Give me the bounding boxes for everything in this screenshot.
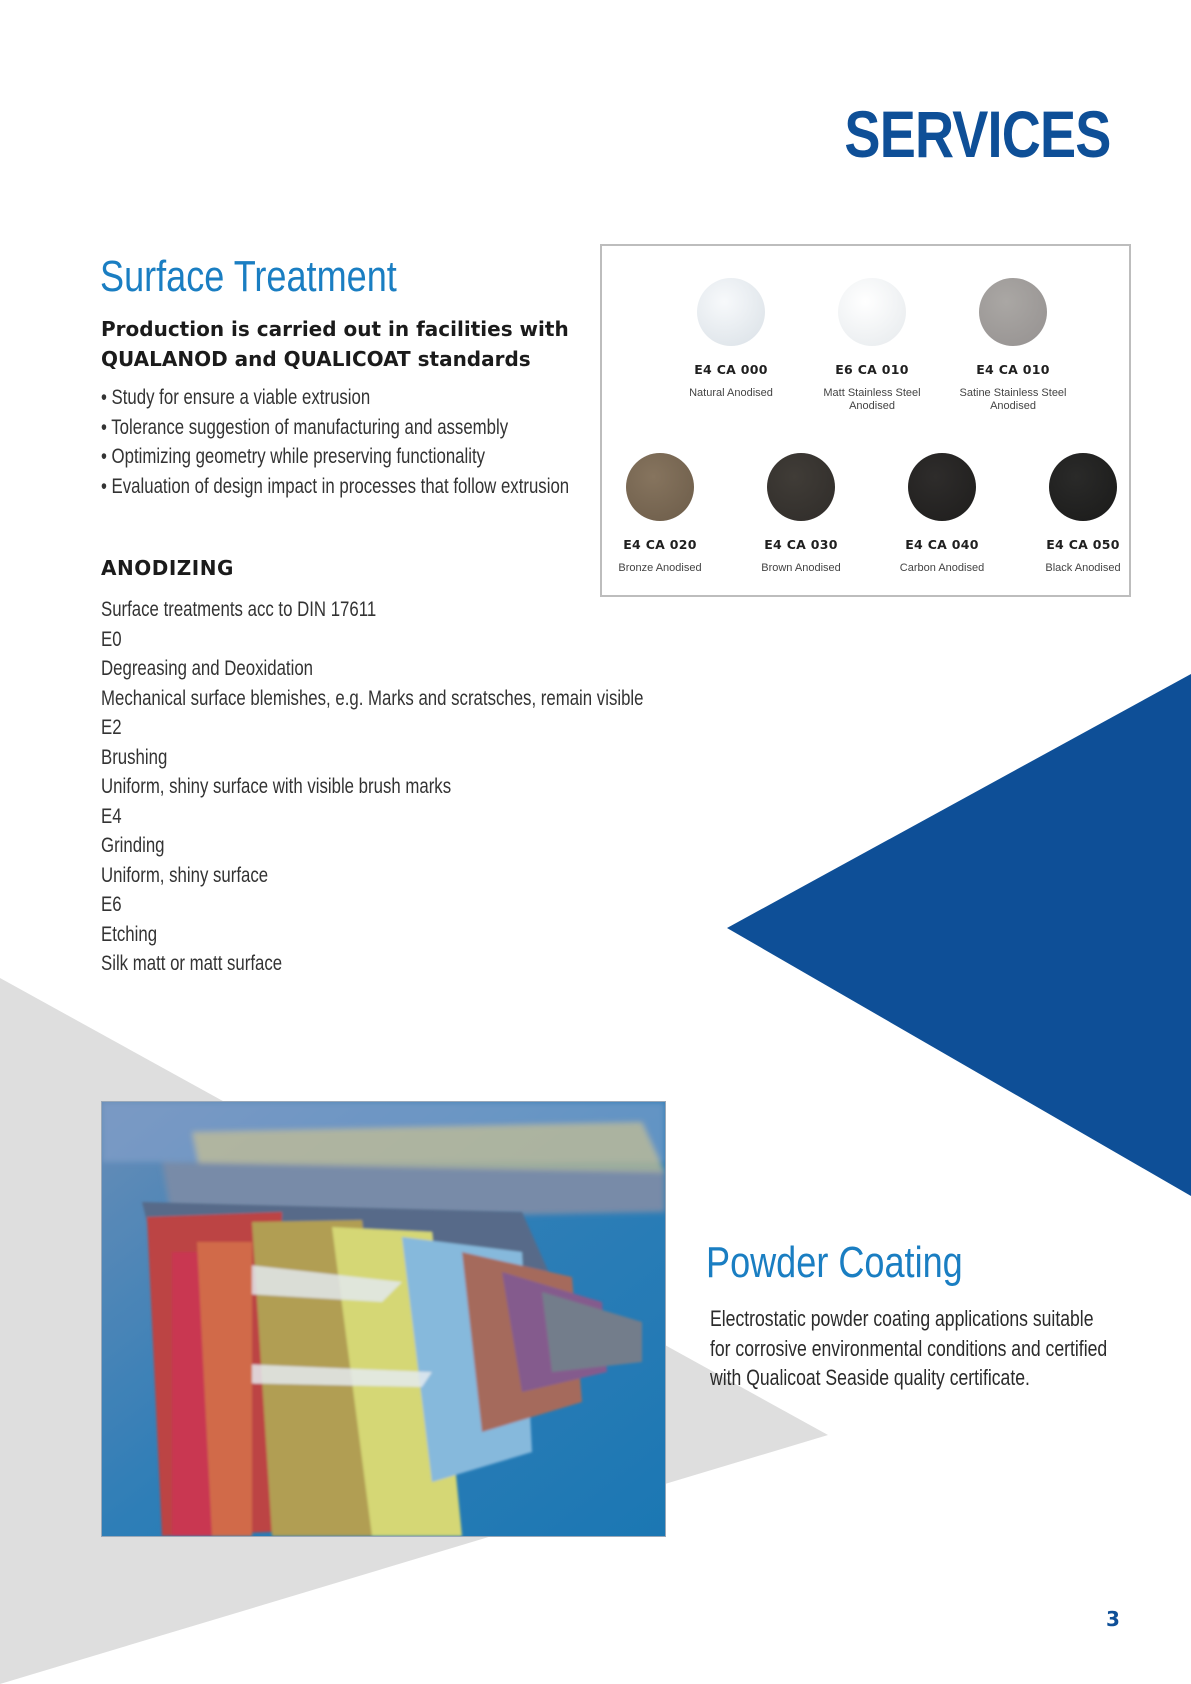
page-number: 3	[1106, 1607, 1120, 1631]
bullet-item: • Evaluation of design impact in processes that follow extrusion	[101, 474, 570, 498]
finish-swatch-panel	[600, 244, 1131, 597]
anodizing-line: E0	[101, 627, 122, 651]
powder-line: for corrosive environmental conditions and certified	[710, 1335, 1108, 1361]
finish-swatch	[1013, 453, 1153, 575]
swatch-code: E6 CA 010	[835, 362, 909, 377]
swatch-circle	[626, 453, 694, 521]
swatch-code: E4 CA 050	[1046, 537, 1120, 552]
anodizing-heading: ANODIZING	[101, 556, 234, 580]
surface-treatment-subtitle: Production is carried out in facilities with QUALANOD and QUALICOAT standards	[101, 317, 569, 371]
swatch-code: E4 CA 010	[976, 362, 1050, 377]
powder-coating-text	[710, 1304, 1107, 1393]
finish-swatch	[802, 278, 942, 413]
swatch-name: Black Anodised	[1045, 562, 1121, 574]
page-title: SERVICES	[844, 97, 1111, 171]
anodizing-line: Surface treatments acc to DIN 17611	[101, 598, 377, 621]
anodizing-line: E6	[101, 893, 122, 916]
swatch-circle	[1049, 453, 1117, 521]
anodizing-line: Etching	[101, 922, 158, 946]
swatch-name: Carbon Anodised	[899, 562, 985, 574]
anodizing-line: E4	[101, 804, 122, 828]
anodizing-line: Brushing	[101, 745, 168, 769]
swatch-circle	[767, 453, 835, 521]
anodizing-line: Grinding	[101, 834, 165, 857]
anodizing-list	[101, 595, 644, 979]
swatch-name: Natural Anodised	[689, 387, 773, 399]
swatch-name: Matt Stainless Steel Anodised	[823, 387, 921, 412]
bullet-item: • Study for ensure a viable extrusion	[101, 386, 371, 409]
swatch-circle	[979, 278, 1047, 346]
swatch-circle	[908, 453, 976, 521]
anodizing-line: Degreasing and Deoxidation	[101, 657, 314, 680]
swatch-circle	[838, 278, 906, 346]
bullet-item: • Tolerance suggestion of manufacturing and assembly	[101, 415, 509, 439]
surface-treatment-title: Surface Treatment	[100, 252, 397, 301]
color-fan-photo	[101, 1101, 666, 1537]
powder-line: with Qualicoat Seaside quality certificate.	[710, 1365, 1030, 1390]
finish-swatch	[943, 278, 1083, 413]
swatch-name: Brown Anodised	[761, 562, 841, 574]
swatch-code: E4 CA 030	[764, 537, 838, 552]
swatch-name: Bronze Anodised	[618, 562, 702, 574]
anodizing-line: E2	[101, 716, 122, 739]
finish-swatch	[590, 453, 730, 575]
swatch-code: E4 CA 040	[905, 537, 979, 552]
finish-swatch	[872, 453, 1012, 575]
anodizing-line: Mechanical surface blemishes, e.g. Marks and scratsches, remain visible	[101, 686, 644, 710]
anodizing-line: Uniform, shiny surface	[101, 863, 269, 887]
anodizing-line: Silk matt or matt surface	[101, 952, 283, 975]
blue-triangle	[727, 674, 1191, 1196]
swatch-circle	[697, 278, 765, 346]
bullet-item: • Optimizing geometry while preserving functionality	[101, 445, 486, 468]
anodizing-line: Uniform, shiny surface with visible brush marks	[101, 775, 452, 798]
color-fan-illustration	[102, 1102, 665, 1536]
finish-swatch	[661, 278, 801, 400]
swatch-code: E4 CA 020	[623, 537, 697, 552]
swatch-code: E4 CA 000	[694, 362, 768, 377]
powder-line: Electrostatic powder coating applications suitable	[710, 1306, 1094, 1331]
powder-coating-title: Powder Coating	[706, 1238, 963, 1287]
surface-treatment-bullets	[101, 383, 569, 501]
swatch-name: Satine Stainless Steel Anodised	[959, 387, 1067, 412]
finish-swatch	[731, 453, 871, 575]
